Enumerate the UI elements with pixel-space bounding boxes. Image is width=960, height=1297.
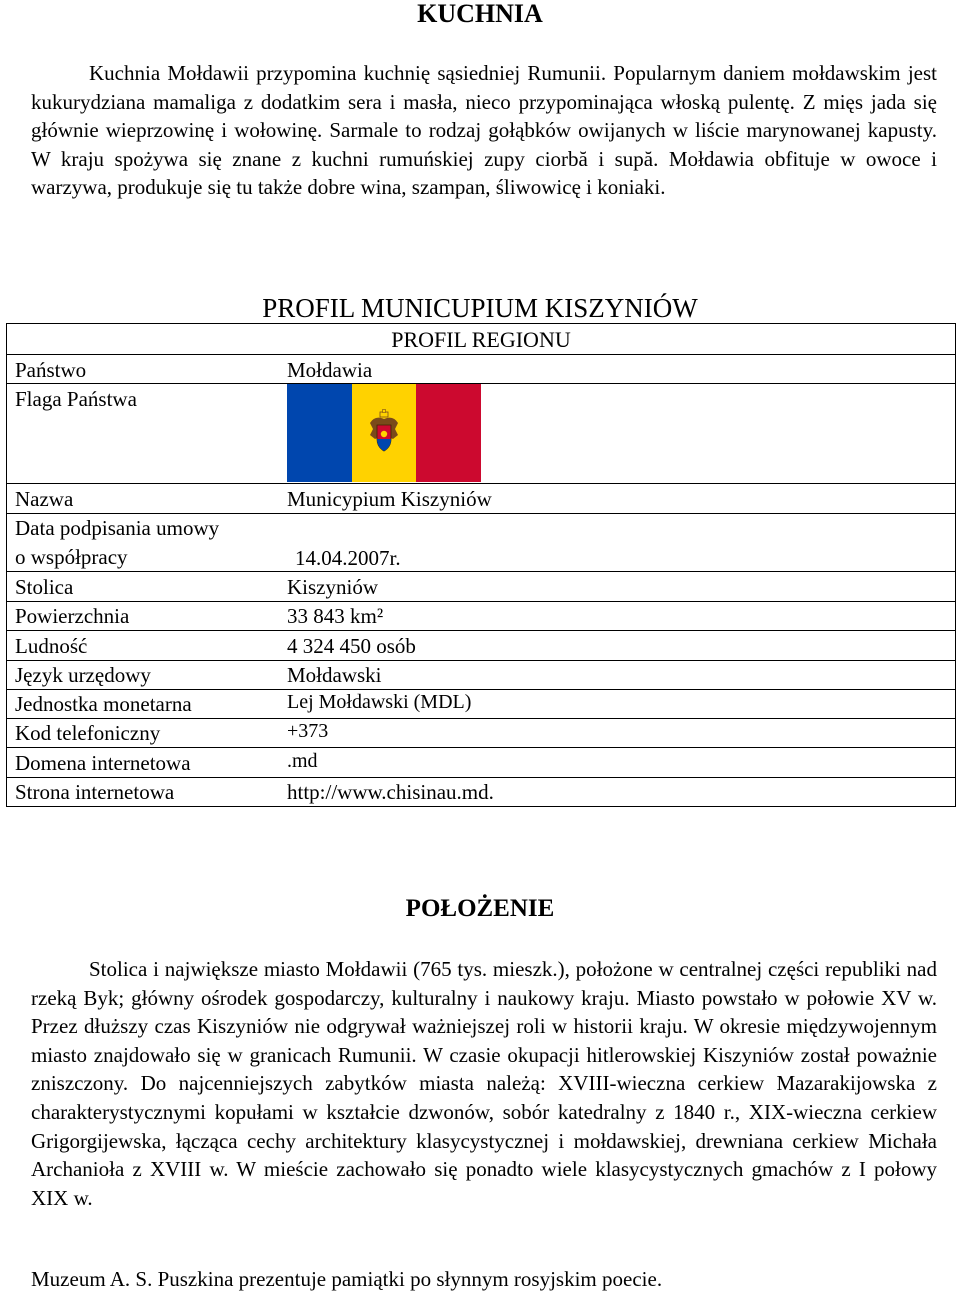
coat-of-arms-icon xyxy=(367,409,401,457)
row-label-flaga: Flaga Państwa xyxy=(15,387,137,411)
table-divider xyxy=(7,571,955,572)
row-value-panstwo: Mołdawia xyxy=(287,358,373,382)
row-value-strona[interactable]: http://www.chisinau.md. xyxy=(287,780,494,804)
row-value-ludnosc: 4 324 450 osób xyxy=(287,634,416,658)
row-value-jezyk: Mołdawski xyxy=(287,663,382,687)
kuchnia-paragraph xyxy=(31,59,937,202)
kuchnia-paragraph-text: Kuchnia Mołdawii przypomina kuchnię sąsiedniej Rumunii. Popularnym daniem mołdawskim jest kukurydziana mamaliga z dodatkim sera i masła, nieco przypominająca włoską pulentę. Z mięs jada się głównie wieprzowinę i wołowinę. Sarmale to rodzaj gołąbków owijanych w liście marynowanej kapusty. W kraju spożywa się znane z kuchni rumuńskiej zupy ciorbă i supă. Mołdawia obfituje w owoce i warzywa, produkuje się tu także dobre wina, szampan, śliwowicę i koniaki. xyxy=(31,61,937,200)
flag-stripe-blue xyxy=(287,384,352,482)
table-divider xyxy=(7,718,955,719)
row-value-stolica: Kiszyniów xyxy=(287,575,378,599)
row-value-data-umowy: 14.04.2007r. xyxy=(295,546,401,570)
moldova-flag-image xyxy=(287,384,481,482)
row-value-kod-telefoniczny: +373 xyxy=(287,720,329,742)
profile-table xyxy=(6,323,956,807)
flag-stripe-red xyxy=(416,384,481,482)
row-label-strona: Strona internetowa xyxy=(15,780,175,804)
row-value-powierzchnia: 33 843 km² xyxy=(287,604,384,628)
row-label-domena: Domena internetowa xyxy=(15,751,191,775)
section-title-polozenie: POŁOŻENIE xyxy=(405,895,555,922)
row-value-domena: .md xyxy=(287,750,318,772)
table-divider xyxy=(7,689,955,690)
polozenie-paragraph-text: Stolica i największe miasto Mołdawii (765 tys. mieszk.), położone w centralnej części republiki nad rzeką Byk; główny ośrodek gospodarczy, kulturalny i naukowy kraju. Miasto powstało w połowie XV w. Przez dłuższy czas Kiszyniów nie odgrywał ważniejszej roli w historii kraju. W okresie międzywojennym miasto znajdowało się w granicach Rumunii. W czasie okupacji hitlerowskiej Kiszyniów został poważnie zniszczony. Do najcenniejszych zabytków miasta należą: XVIII-wieczna cerkiew Mazarakijowska z charakterystycznymi kopułami w kształcie dzwonów, sobór katedralny z 1840 r., XIX-wieczna cerkiew Grigorgijewska, łącząca cechy architektury klasycystycznej i mołdawskiej, drewniana cerkiew Michała Archanioła z XVIII w. W mieście zachowało się ponadto wiele klasycystycznych gmachów z I połowy XIX w. xyxy=(31,957,937,1210)
table-divider xyxy=(7,660,955,661)
row-label-waluta: Jednostka monetarna xyxy=(15,692,192,716)
table-divider xyxy=(7,513,955,514)
polozenie-closing: Muzeum A. S. Puszkina prezentuje pamiątki po słynnym rosyjskim poecie. xyxy=(31,1267,663,1291)
table-divider xyxy=(7,630,955,631)
row-label-jezyk: Język urzędowy xyxy=(15,663,151,687)
profile-table-subtitle: PROFIL REGIONU xyxy=(391,327,571,352)
row-label-panstwo: Państwo xyxy=(15,358,87,382)
section-title-profil: PROFIL MUNICUPIUM KISZYNIÓW xyxy=(262,293,698,323)
row-value-nazwa: Municypium Kiszyniów xyxy=(287,487,492,511)
table-divider xyxy=(7,354,955,355)
row-label-data-umowy: Data podpisania umowy xyxy=(15,516,220,540)
row-label-nazwa: Nazwa xyxy=(15,487,74,511)
table-divider xyxy=(7,601,955,602)
polozenie-paragraph xyxy=(31,955,937,1212)
row-value-waluta: Lej Mołdawski (MDL) xyxy=(287,691,472,713)
flag-stripe-yellow xyxy=(352,384,417,482)
row-label-ludnosc: Ludność xyxy=(15,634,88,658)
row-label-o-wspolpracy: o współpracy xyxy=(15,545,128,569)
row-label-powierzchnia: Powierzchnia xyxy=(15,604,130,628)
row-label-kod-telefoniczny: Kod telefoniczny xyxy=(15,721,161,745)
section-title-kuchnia: KUCHNIA xyxy=(417,0,543,28)
table-divider xyxy=(7,483,955,484)
row-label-stolica: Stolica xyxy=(15,575,74,599)
table-divider xyxy=(7,777,955,778)
table-divider xyxy=(7,747,955,748)
